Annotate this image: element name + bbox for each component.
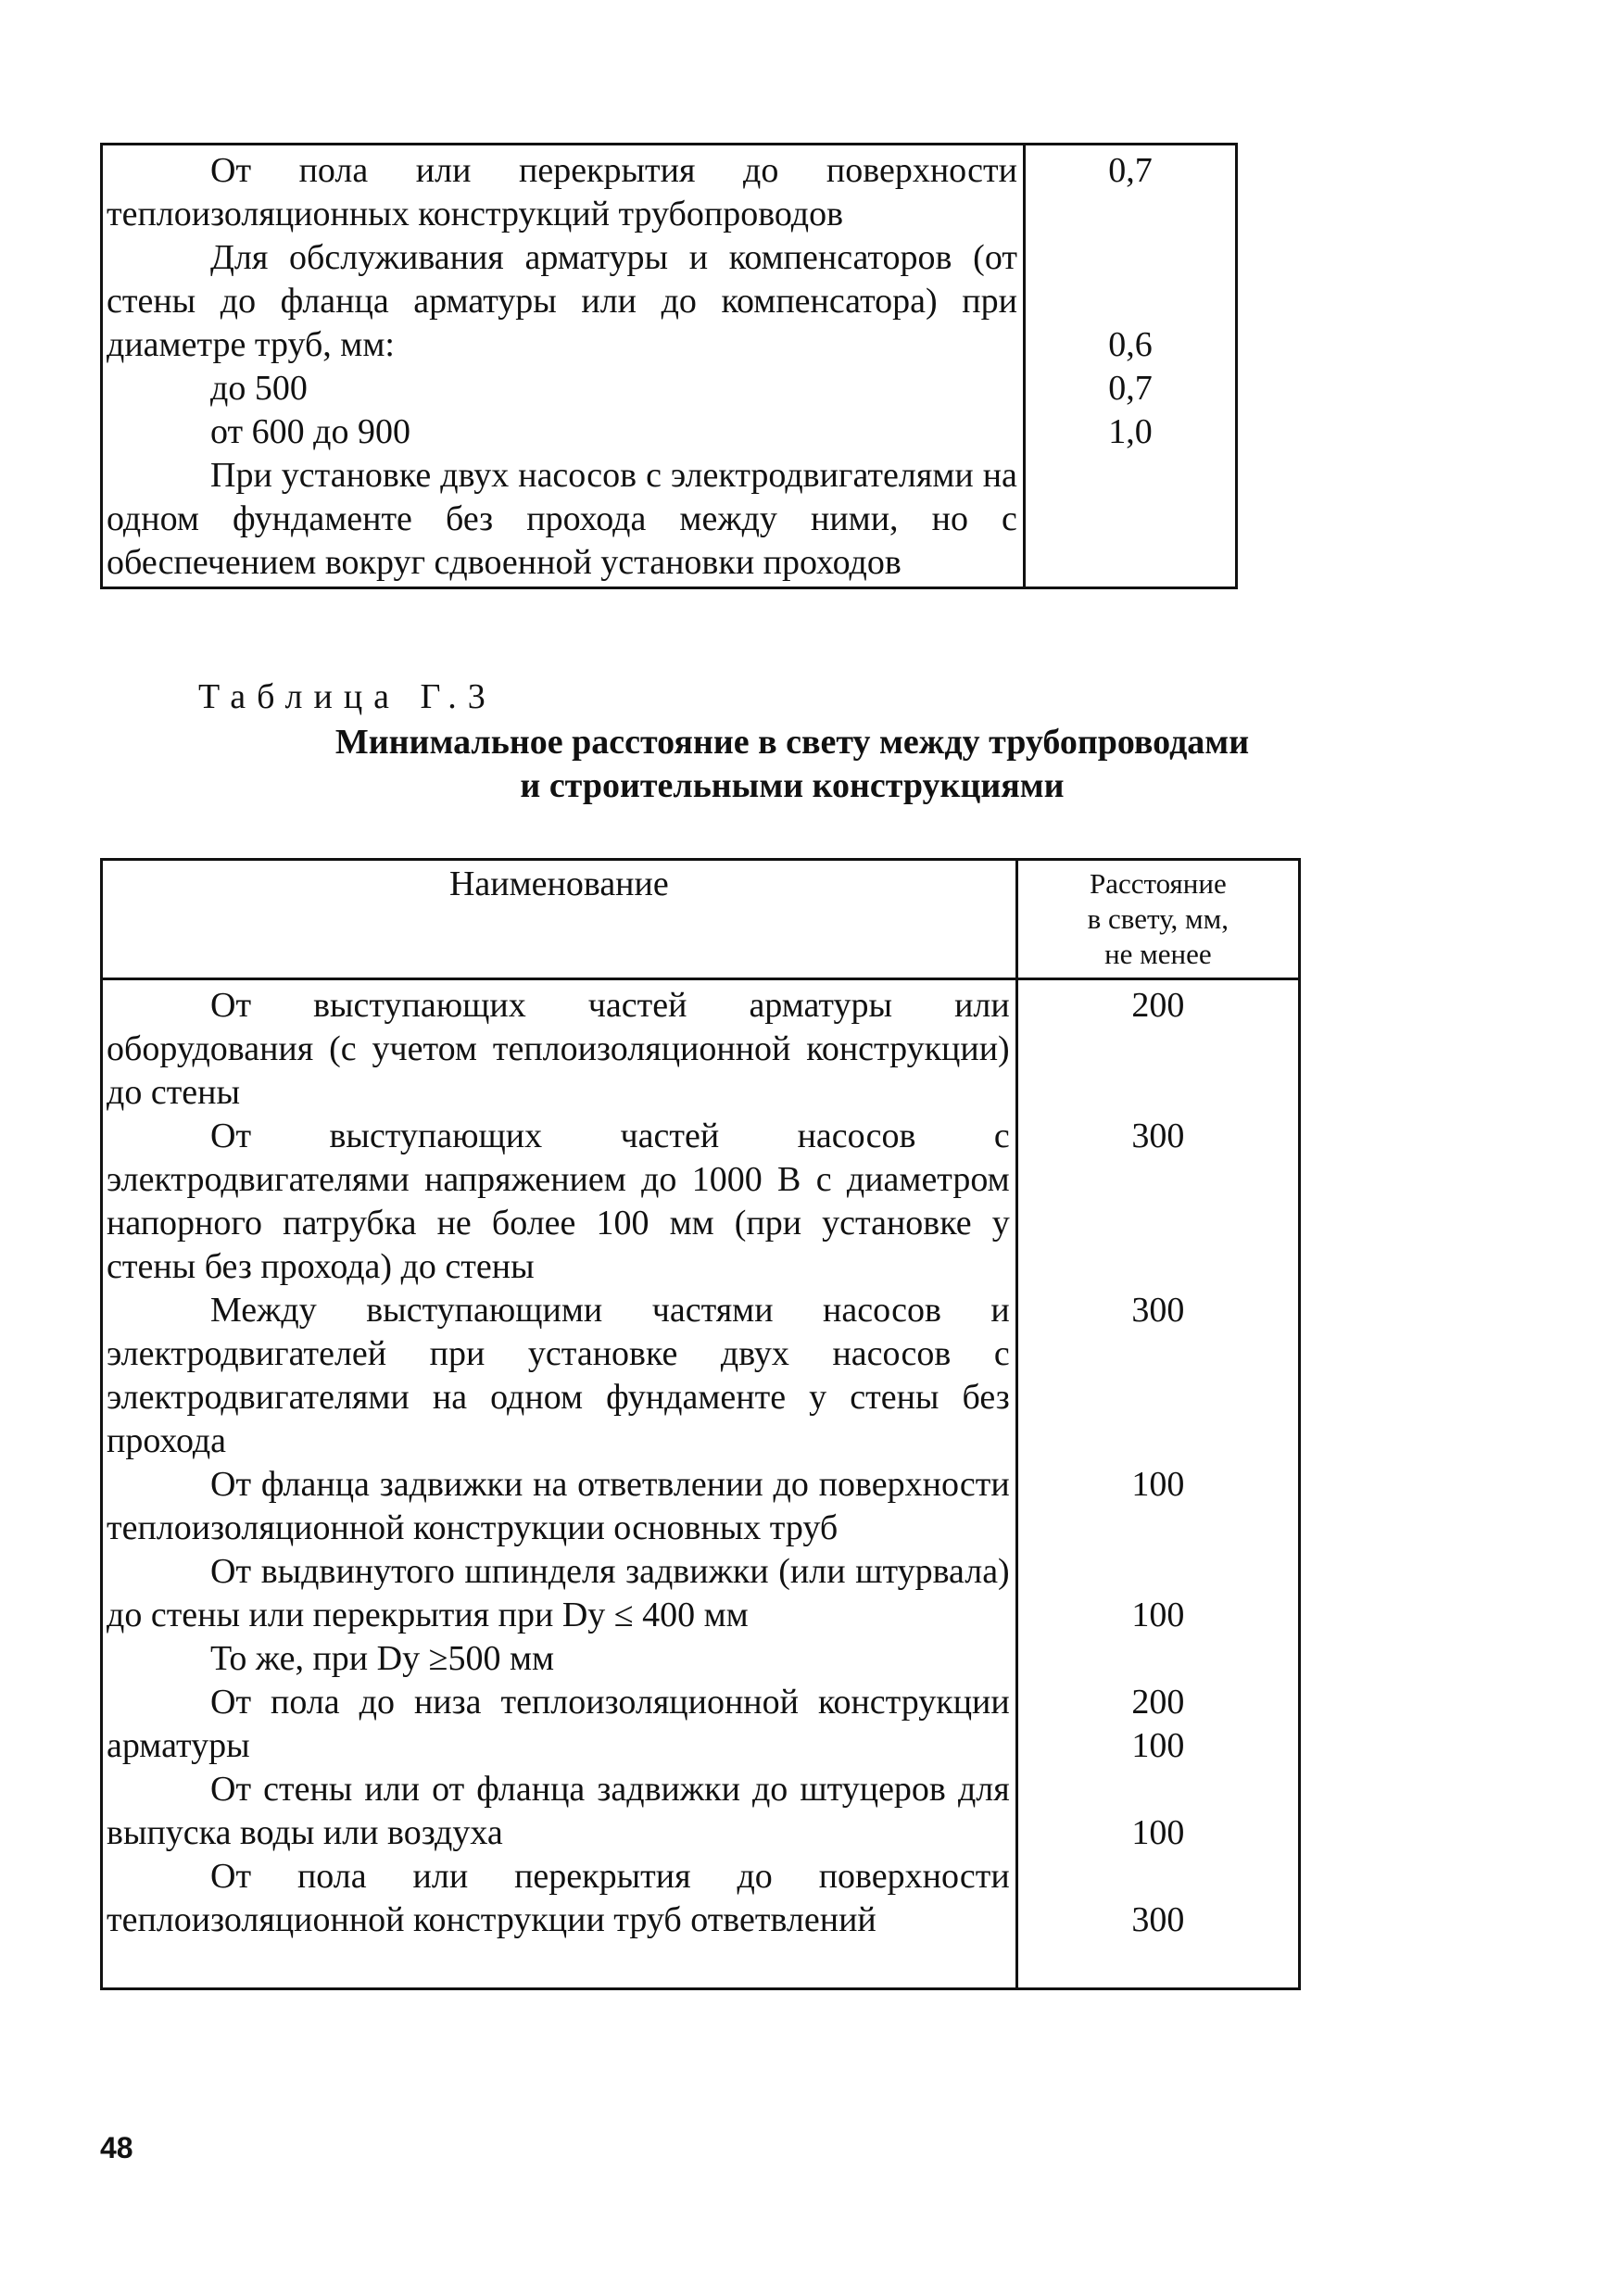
row-value-spacer: [1018, 1768, 1298, 1811]
value-column: [1026, 145, 1235, 456]
header-value-cell: [1016, 860, 1299, 979]
row-name: до 500: [210, 369, 308, 408]
row-value-spacer: [1018, 1376, 1298, 1419]
header-name-cell: [102, 860, 1017, 979]
value-cell: [1016, 979, 1299, 1989]
row-value-spacer: [1018, 1028, 1298, 1071]
distance-table: [100, 858, 1301, 1990]
row-value-spacer: [1018, 1332, 1298, 1376]
row-value: 100: [1131, 1596, 1185, 1634]
name-cell: [102, 979, 1017, 1989]
row-name: Для обслуживания арматуры и компенсаторов (от стены до фланца арматуры или до компенсатора) при диаметре труб, мм:: [107, 238, 1017, 364]
row-name: От выдвинутого шпинделя задвижки (или штурвала) до стены или перекрытия при Dу ≤ 400 мм: [107, 1552, 1010, 1634]
row-name: от 600 до 900: [210, 412, 410, 451]
row-name: От стены или от фланца задвижки до штуцеров для выпуска воды или воздуха: [107, 1770, 1010, 1852]
row-value: 0,6: [1108, 325, 1153, 364]
header-value-line: не менее: [1104, 938, 1212, 970]
row-value: 300: [1131, 1900, 1185, 1939]
row-value-spacer: [1026, 193, 1235, 236]
row-name: От пола или перекрытия до поверхности теплоизоляционной конструкции труб ответвлений: [107, 1857, 1010, 1939]
table-row: [102, 145, 1237, 588]
column-header-value: [1018, 861, 1298, 972]
page-number: 48: [100, 2131, 133, 2164]
row-name: От выступающих частей арматуры или оборудования (с учетом теплоизоляционной конструкции) до стены: [107, 986, 1010, 1112]
table-header-row: [102, 860, 1300, 979]
row-value: 300: [1131, 1116, 1185, 1155]
row-value-spacer: [1018, 1550, 1298, 1594]
row-value-spacer: [1018, 1419, 1298, 1463]
row-value: 100: [1131, 1465, 1185, 1504]
row-value-spacer: [1018, 1158, 1298, 1202]
table-continuation: [100, 143, 1238, 589]
row-value-spacer: [1018, 1202, 1298, 1245]
table-title-line: Минимальное расстояние в свету между трубопроводами: [334, 723, 1250, 762]
row-value: 100: [1131, 1726, 1185, 1765]
row-value: 0,7: [1108, 151, 1153, 190]
name-cell: [102, 145, 1025, 588]
row-value: 300: [1131, 1291, 1185, 1330]
row-name: Между выступающими частями насосов и электродвигателей при установке двух насосов с электродвигателями на одном фундаменте у стены без прохода: [107, 1291, 1010, 1460]
row-value: 200: [1131, 986, 1185, 1025]
value-cell: [1024, 145, 1236, 588]
row-value: 1,0: [1108, 412, 1153, 451]
row-name: От пола до низа теплоизоляционной конструкции арматуры: [107, 1683, 1010, 1765]
row-value: 100: [1131, 1813, 1185, 1852]
cell-text-block: [103, 145, 1023, 587]
cell-text-block: [103, 980, 1015, 1944]
header-value-line: Расстояние: [1089, 867, 1227, 900]
row-value-spacer: [1026, 280, 1235, 323]
row-value-spacer: [1018, 1855, 1298, 1899]
row-value-spacer: [1018, 1942, 1298, 1986]
row-value: 0,7: [1108, 369, 1153, 408]
table-title-line: и строительными конструкциями: [520, 766, 1065, 805]
value-column: [1018, 980, 1298, 1987]
header-value-line: в свету, мм,: [1087, 902, 1229, 935]
row-value-spacer: [1018, 1637, 1298, 1681]
row-value: [1026, 236, 1235, 280]
table-label: Таблица Г.3: [198, 677, 497, 716]
row-value-spacer: [1018, 1245, 1298, 1289]
column-header-name: Наименование: [448, 864, 669, 903]
row-value-spacer: [1018, 1507, 1298, 1550]
row-name: То же, при Dу ≥500 мм: [210, 1639, 555, 1678]
row-name: При установке двух насосов с электродвигателями на одном фундаменте без прохода между ними, но с обеспечением вокруг сдвоенной установки проходов: [107, 456, 1017, 582]
row-value-spacer: [1018, 1071, 1298, 1115]
row-name: От выступающих частей насосов с электродвигателями напряжением до 1000 В с диаметром напорного патрубка не более 100 мм (при установке у стены без прохода) до стены: [107, 1116, 1010, 1286]
row-name: От пола или перекрытия до поверхности теплоизоляционных конструкций трубопроводов: [107, 151, 1017, 233]
table-title: [222, 721, 1362, 808]
row-name: От фланца задвижки на ответвлении до поверхности теплоизоляционной конструкции основных труб: [107, 1465, 1010, 1547]
row-value: 200: [1131, 1683, 1185, 1722]
table-body-row: [102, 979, 1300, 1989]
